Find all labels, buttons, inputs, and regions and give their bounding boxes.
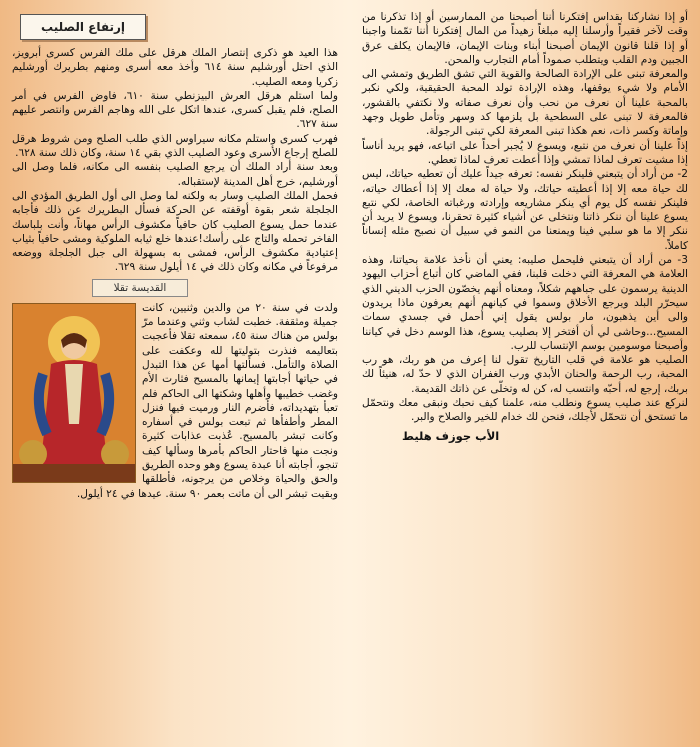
paragraph: لنركع عند صليب يسوع ونطلب منه، علمنا كيف نحبك ونبقى معك ونتحمّل ما تستحق أن نتحمّل لأجلك، فنحن لك خدام للخير والصلاح والبر. — [362, 397, 688, 424]
saint-section — [12, 301, 338, 501]
saint-paragraph: ولدت في سنة ٢٠ من والدين وثنيين، كانت جميلة ومثقفة. خطبت لشاب وثني وعندما مرّ بولس من هناك سنة ٤٥، سمعته تقلا فأعجبت بتعاليمه فنذرت بتوليتها لله وعكفت على الصلاة والتأمل. فسألتها أمها عن هذا التبدل في حياتها أجابتها إيمانها بالمسيح فثارت الأم وغضب خطيبها وأهلها وشكتها الى الحاكم فلم تعبأ بتهديداته، فأضرم النار ورميت فيها فنزل المطر وأطفأها ثم تبعت بولس في أسفاره وكانت تبشر بالمسيح. عُذبت عذابات كثيرة ونجت منها فاحتار الحاكم بأمرها وسألها كيف تنجو، أجابته أنا عبدة يسوع وهو وحده الطريق والحق والحياة وخلاص من يرجونه، فأطلقها وبقيت تبشر الى أن ماتت بعمر ٩٠ سنة. عيدها في ٢٤ أيلول. — [76, 301, 338, 500]
paragraph: والمعرفة تبنى على الإرادة الصالحة والقوية التي تشق الطريق وتمشي الى الأمام ولا شيء يوقفها، وهذه الإرادة تولد المحبة الحقيقية، ولكي نكبر بالمحبة علينا أن نعرف من نحب وأن نعرف صفاته ولا نكتفي بالقشور، فالمعرفة لا تبنى على السطحية بل يلزمها كد وسهر وتأمل طويل وجهد وإماتة وكسر ذات، نعم هكذا تبنى المعرفة لكي تبنى الرجولة. — [362, 68, 688, 138]
paragraph: الصليب هو علامة في قلب التاريخ تقول لنا إعرف من هو ربك، هو رب المحبة، رب الرحمة والحنان الأبدي ورب الغفران الذي لا حدّ له، هنيئاً لك بربك، إرجع له، أحبّه وانتسب له، كن له وتخلّى عن ذاتك القديمة. — [362, 354, 688, 395]
paragraph: فهرب كسرى واستلم مكانه سيراوس الذي طلب الصلح ومن شروط هرقل للصلح إرجاع الأسرى وعود الصليب الذي بقي ١٤ سنة، وكان ذلك سنة ٦٢٨. — [12, 132, 338, 160]
section-subtitle: القديسة تقلا — [92, 279, 188, 297]
left-column — [0, 0, 348, 747]
section-title: إرتفاع الصليب — [20, 14, 146, 40]
paragraph: وبعد سنة أراد الملك أن يرجع الصليب بنفسه الى مكانه، فلما وصل الى أورشليم، خرج أهل المدينة لإستقباله. — [12, 161, 338, 188]
paragraph: إذاً علينا أن نعرف من نتبع، ويسوع لا يُجبر أحداً على اتباعه، فهو يريد أناساً إذا مشيت تعرف لماذا تمشي وإذا أعطت تعرف لماذا تعطي. — [362, 139, 688, 166]
saint-thecla-icon — [12, 303, 136, 483]
paragraph: ولما استلم هرقل العرش البيزنطي سنة ٦١٠، فاوض الفرس في أمر الصلح، فلم يقبل كسرى، عندها اتكل على الله وهاجم الفرس وانتصر عليهم سنة ٦٢٧. — [12, 89, 338, 131]
paragraph: فحمل الملك الصليب وسار به ولكنه لما وصل الى أول الطريق المؤدي الى الجلجلة شعر بقوة أوقفته عن الحركة فسأل البطريرك عن ذلك فأجابه عندما حمل يسوع الصليب كان حافياً مكشوف الرأس مهاناً، وأنت بلباسك الفاخر تحمله والتاج على رأسك!عندها خلع ثيابه الملوكية ومشى حافياً بثياب إعتيادية مكشوف الرأس، فمشى به بسهولة الى جبل الجلجلة ووضعه مرفوعاً في مكانه وكان ذلك في ١٤ أيلول سنة ٦٢٩. — [12, 189, 338, 274]
paragraph: 3- من أراد أن يتبعني فليحمل صليبه: يعني أن نأخذ علامة بحياتنا، وهذه العلامة هي المعرفة التي دخلت قلبنا، ففي الماضي كان أتباع أحزاب اليهود الدينية يرسمون على جباههم شكلاً، ومعناه أنهم يخصّون الحزب الديني الذي سيحرّر البلد ويرجع الأخلاق وسموا في كيانهم أنهم يعرفون ماذا يريدون والى أين يذهبون، مار بولس يقول إني أحمل في جسدي سمات المسيح...وحاشى لي أن أفتخر إلا بصليب يسوع، هذا الوسم دخل في كياننا وأصبحنا موسومين بوسم الإنتساب للرب. — [362, 254, 688, 352]
right-column — [354, 0, 700, 747]
paragraph: 2- من أراد أن يتبعني فلينكر نفسه: تعرفه جيداً عليك أن تعطيه حياتك، ليس لك حياة معه إلا إذا أعطيته حياتك، ولا حياة له معك إلا إذا أعطاك حياته، فلينكر نفسه كل يوم أي ينكر مشاريعه وإرادته ورغباته الخاصة، لكي نتبع يسوع علينا أن ننكر ذاتنا ونتخلى عن أشياء كثيرة تحقرنا، ويسوع لا يريد أن ننكر إلا ما هو سلبي فينا ويمنعنا من النمو في سبيل أن نصبح مثله إنساناً كاملاً. — [362, 168, 688, 252]
paragraph: أو إذا نشاركنا بقداس إفتكرنا أننا أصبحنا من الممارسين أو إذا تذكرنا من وقت لآخر فقيراً وأرسلنا إليه مبلغاً زهيداً من المال إفتكرنا أننا تمّمنا واجبنا أو إذا قلنا قانون الإيمان أصبحنا أبناء وبنات الإيمان، فالإيمان يكلف عرق الجبين ودم القلب ويتطلب صموداً أمام التجارب والمحن. — [362, 11, 688, 66]
paragraph: هذا العيد هو ذكرى إنتصار الملك هرقل على ملك الفرس كسرى أبرويز، الذي احتل أورشليم سنة ٦١٤ وأخذ معه أسرى ومنهم بطريرك أورشليم زكريا ومعه الصليب. — [12, 47, 339, 88]
author-signature: الأب جوزف هليط — [402, 428, 500, 443]
